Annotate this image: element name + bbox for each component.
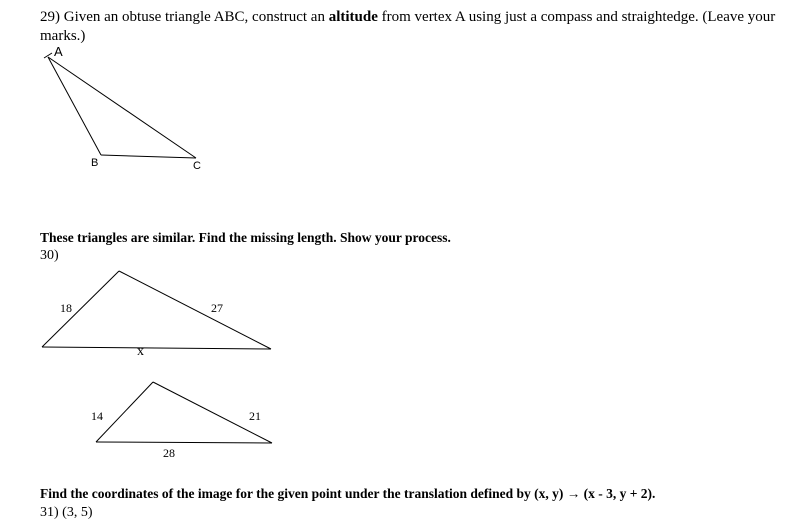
large-triangle-right-side [119,271,271,349]
small-triangle-right-length: 21 [249,409,261,423]
triangle-abc-side-ab [48,57,101,155]
large-triangle-left-length: 18 [60,301,72,315]
triangle-abc-side-bc [101,155,196,158]
question-31: 31) (3, 5) [40,505,93,520]
vertex-a-label: A [54,44,63,59]
small-triangle-left-side [96,382,153,442]
small-triangle-bottom-length: 28 [163,446,175,460]
vertex-c-label: C [193,160,201,172]
question-29-text-end: from vertex A using just a compass and straightedge. (Leave your marks.) [40,9,776,44]
translation-heading: Find the coordinates of the image for the given point under the translation defined by (x, y) → (x - 3, y + 2). [40,486,656,501]
similar-triangles-heading: These triangles are similar. Find the missing length. Show your process. [40,230,451,245]
question-30-number: 30) [40,248,59,263]
small-triangle-bottom-side [96,442,272,443]
small-triangle-left-length: 14 [91,409,103,423]
large-triangle-bottom-unknown: x [137,344,144,359]
large-triangle-bottom-side [42,347,271,349]
altitude-keyword: altitude [328,9,378,25]
large-triangle-left-side [42,271,119,347]
vertex-b-label: B [91,157,99,169]
question-29-text: 29) Given an obtuse triangle ABC, construct an [40,9,329,25]
large-triangle-right-length: 27 [211,301,223,315]
triangle-abc-side-ac [48,57,196,158]
